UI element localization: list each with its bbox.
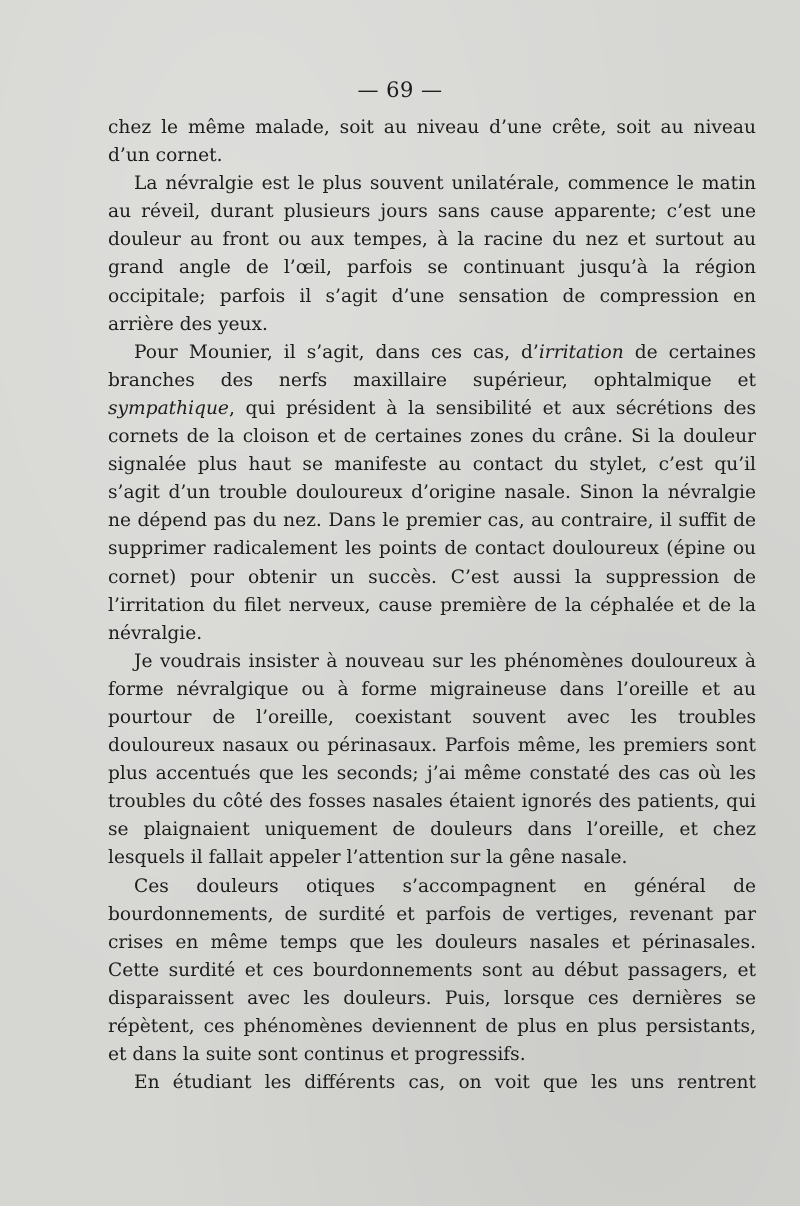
italic-run: sympathique (108, 397, 229, 419)
paragraph (108, 873, 756, 1070)
paragraph (108, 339, 756, 648)
paragraph (108, 170, 756, 339)
paragraph (108, 1069, 756, 1097)
text-run: de certaines branches des nerfs maxillaire supérieur, ophtalmique et (108, 341, 756, 391)
paragraph (108, 114, 756, 170)
text-run: Ces douleurs otiques s’accompagnent en général de bourdonnements, de surdité et parfois de vertiges, revenant par crises en même temps que les douleurs nasales et périnasales. Cette surdité et ces bourdonnements sont au début passagers, et disparaissent avec les douleurs. Puis, lorsque ces dernières se répètent, ces phénomènes deviennent de plus en plus persistants, et dans la suite sont continus et progressifs. (108, 875, 756, 1066)
text-run: La névralgie est le plus souvent unilatérale, commence le matin au réveil, durant plusieurs jours sans cause apparente; c’est une douleur au front ou aux tempes, à la racine du nez et surtout au grand angle de l’œil, parfois se continuant jusqu’à la région occipitale; parfois il s’agit d’une sensation de compression en arrière des yeux. (108, 173, 756, 335)
text-run: Pour Mounier, il s’agit, dans ces cas, d’ (134, 341, 539, 363)
paragraph (108, 648, 756, 873)
page-number: — 69 — (357, 78, 443, 102)
text-run: , qui président à la sensibilité et aux sécrétions des cornets de la cloison et de certaines zones du crâne. Si la douleur signalée plus haut se manifeste au contact du stylet, c’est qu’il s’agit d’un trouble douloureux d’origine nasale. Sinon la névralgie ne dépend pas du nez. Dans le premier cas, au contraire, il suffit de supprimer radicalement les points de contact douloureux (épine ou cornet) pour obtenir un succès. C’est aussi la suppression de l’irritation du filet nerveux, cause première de la céphalée et de la névralgie. (108, 397, 756, 644)
text-run: chez le même malade, soit au niveau d’une crête, soit au niveau d’un cornet. (108, 117, 756, 167)
text-run: Je voudrais insister à nouveau sur les phénomènes douloureux à forme névralgique ou à forme migraineuse dans l’oreille et au pourtour de l’oreille, coexistant souvent avec les troubles douloureux nasaux ou périnasaux. Parfois même, les premiers sont plus accentués que les seconds; j’ai même constaté des cas où les troubles du côté des fosses nasales étaient ignorés des patients, qui se plaignaient uniquement de douleurs dans l’oreille, et chez lesquels il fallait appeler l’attention sur la gêne nasale. (108, 650, 756, 869)
body-text (108, 114, 756, 1097)
text-run: En étudiant les différents cas, on voit que les uns rentrent (134, 1072, 756, 1094)
italic-run: irritation (538, 341, 624, 363)
